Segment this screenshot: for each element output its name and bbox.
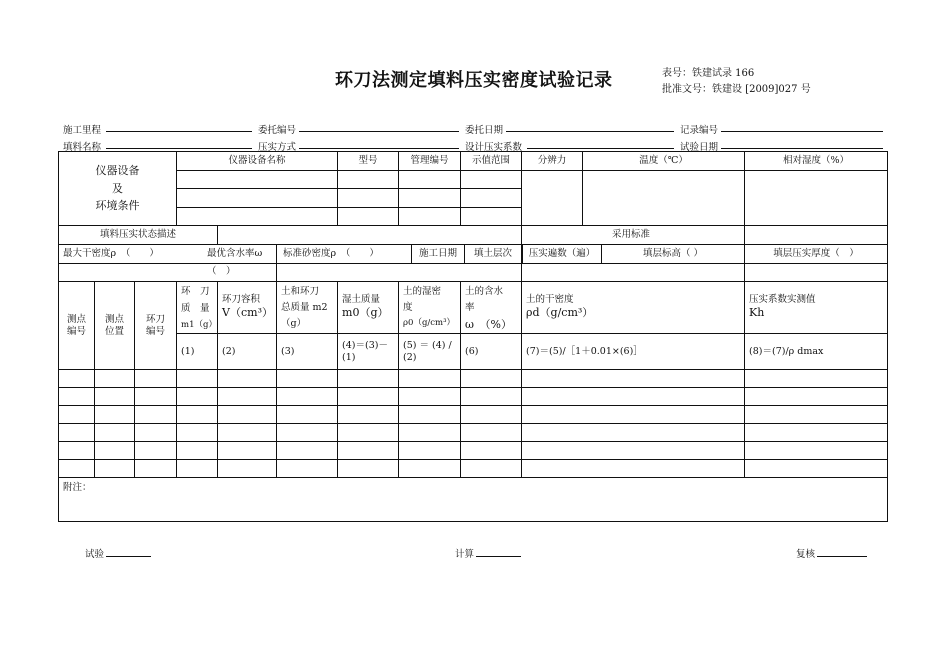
formula-1: (1) — [177, 334, 218, 370]
entrust-date-label: 委托日期 — [465, 125, 504, 136]
construction-mileage-field[interactable] — [106, 131, 252, 132]
coefficient-header: 压实系数实测值 Kh — [745, 282, 888, 334]
ring-mass-header: 环 刀 质 量 m1（g） — [177, 282, 218, 334]
max-dry-density-label: 最大干密度ρ （ ） — [63, 248, 159, 259]
fill-layer-label: 填土层次 — [474, 248, 513, 259]
table-row[interactable] — [59, 460, 888, 478]
wet-soil-mass-header: 湿土质量 m0（g） — [338, 282, 399, 334]
standard-field[interactable] — [745, 226, 888, 245]
notes-label: 附注： — [63, 482, 92, 493]
page-title: 环刀法测定填料压实密度试验记录 — [335, 70, 613, 91]
table-row[interactable] — [59, 406, 888, 424]
notes-cell[interactable] — [59, 478, 888, 522]
layer-thickness-label: 填层压实厚度（ ） — [745, 245, 888, 264]
mgmt-no-header: 管理编号 — [399, 152, 461, 171]
state-desc-field[interactable] — [218, 226, 522, 245]
table-row[interactable] — [59, 442, 888, 460]
range-header: 示值范围 — [461, 152, 522, 171]
params-left — [59, 245, 277, 277]
dry-density-header: 土的干密度 ρd（g/cm³） — [522, 282, 745, 334]
equipment-section-label: 仪器设备 及 环境条件 — [59, 152, 177, 226]
ring-volume-header: 环刀容积 V（cm³） — [218, 282, 277, 334]
formula-3: (3) — [277, 334, 338, 370]
table-row[interactable] — [59, 388, 888, 406]
standard-label: 采用标准 — [522, 226, 745, 245]
resolution-temperature-header: 分辨力 温度（℃） — [522, 152, 745, 171]
moisture-header: 土的含水 率 ω （%） — [461, 282, 522, 334]
layer-elevation-label: 填层标高（ ） — [643, 248, 704, 259]
point-no-header: 测点 编号 — [59, 282, 95, 370]
formula-2: (2) — [218, 334, 277, 370]
formula-7: (7)＝(5)/［1＋0.01×(6)］ — [522, 334, 745, 370]
std-sand-density-label: 标准砂密度ρ （ ） — [277, 245, 412, 263]
params-right — [522, 245, 745, 264]
formula-5: (5) ＝ (4) / (2) — [399, 334, 461, 370]
form-code: 表号：铁建试录 166 — [662, 68, 755, 79]
record-no-field[interactable] — [721, 131, 883, 132]
construction-date-label: 施工日期 — [412, 245, 465, 263]
construction-mileage-label: 施工里程 — [63, 125, 102, 136]
equipment-cell[interactable] — [177, 171, 338, 189]
design-coefficient-label: 设计压实系数 — [465, 142, 523, 153]
formula-8: (8)＝(7)/ρ dmax — [745, 334, 888, 370]
table-row[interactable] — [59, 370, 888, 388]
fill-name-field[interactable] — [106, 148, 252, 149]
calculator-label: 计算 — [455, 549, 475, 560]
test-date-label: 试验日期 — [680, 142, 719, 153]
entrust-no-label: 委托编号 — [258, 125, 297, 136]
calculator-signature-line[interactable] — [476, 556, 521, 557]
ring-no-header: 环刀 编号 — [135, 282, 177, 370]
tester-label: 试验 — [85, 549, 105, 560]
fill-name-label: 填料名称 — [63, 142, 102, 153]
compaction-method-field[interactable] — [299, 148, 459, 149]
record-table — [58, 151, 888, 522]
params-mid — [277, 245, 522, 264]
reviewer-signature-line[interactable] — [817, 556, 867, 557]
soil-ring-mass-header: 土和环刀 总质量 m2 （g） — [277, 282, 338, 334]
test-date-field[interactable] — [721, 148, 883, 149]
state-desc-label: 填料压实状态描述 — [59, 226, 218, 245]
formula-6: (6) — [461, 334, 522, 370]
humidity-header: 相对湿度（%） — [745, 152, 888, 171]
table-row[interactable] — [59, 424, 888, 442]
point-pos-header: 测点 位置 — [95, 282, 135, 370]
entrust-no-field[interactable] — [299, 131, 459, 132]
design-coefficient-field[interactable] — [527, 148, 674, 149]
approval-number: 批准文号：铁建设 [2009]027 号 — [662, 84, 811, 95]
tester-signature-line[interactable] — [106, 556, 151, 557]
compaction-passes-label: 压实遍数（遍） — [522, 245, 602, 263]
equipment-name-header: 仪器设备名称 — [177, 152, 338, 171]
optimum-moisture-label: 最优含水率ω （ ） — [207, 248, 272, 277]
record-no-label: 记录编号 — [680, 125, 719, 136]
reviewer-label: 复核 — [796, 549, 816, 560]
entrust-date-field[interactable] — [506, 131, 674, 132]
wet-density-header: 土的湿密 度 ρ0（g/cm³） — [399, 282, 461, 334]
compaction-method-label: 压实方式 — [258, 142, 297, 153]
model-header: 型号 — [338, 152, 399, 171]
formula-4: (4)＝(3)－(1) — [338, 334, 399, 370]
